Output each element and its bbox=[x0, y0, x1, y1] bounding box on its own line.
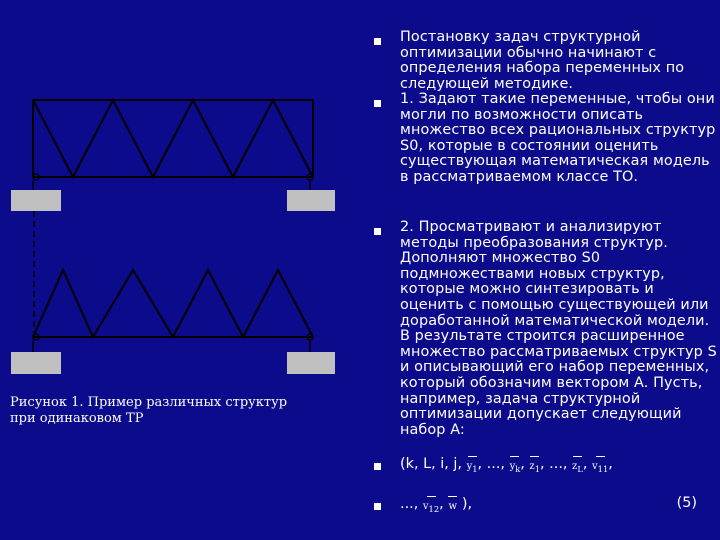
bullet-text-3: 2. Просматривают и анализируют методы преобразования структур. Дополняют множество S0 подмножествами новых структур, которые можно синтезировать и оценить с помощью существующей или доработанной математической модели. В результате строится расширенное множество рассматриваемых структур S и описывающий его набор переменных, который обозначим вектором A. Пусть, например, задача структурной оптимизации допускает следующий набор A: bbox=[400, 219, 717, 438]
bullet-marker bbox=[374, 100, 381, 107]
var-yk: $y_k$ bbox=[510, 456, 521, 478]
truss-upper bbox=[33, 100, 313, 177]
var-v11: $v_{11}$ bbox=[592, 456, 608, 478]
bullet-text-2: 1. Задают такие переменные, чтобы они могли по возможности описать множество всех рациональных структур S0, которые в состоянии оценить существующая математическая модель в рассматриваемом классе ТО. bbox=[400, 91, 716, 185]
equation-number: (5) bbox=[676, 495, 697, 511]
var-w: w bbox=[448, 496, 457, 516]
var-z1: $z_1$ bbox=[529, 456, 540, 478]
support-upper-left bbox=[11, 190, 61, 211]
bullet-text-1: Постановку задач структурной оптимизации обычно начинают с определения набора переменных по следующей методике. bbox=[400, 29, 685, 92]
bullet-list bbox=[367, 0, 720, 540]
var-zL: $z_L$ bbox=[572, 456, 583, 478]
formula-start: (k, L, i, j, bbox=[400, 456, 462, 472]
bullet-marker bbox=[374, 228, 381, 235]
bullet-marker bbox=[374, 38, 381, 45]
support-lower-left bbox=[11, 352, 61, 374]
bullet-marker bbox=[374, 503, 381, 510]
figure-caption: Рисунок 1. Пример различных структур при одинаковом ТР bbox=[10, 395, 288, 426]
bullet-marker bbox=[374, 463, 381, 470]
truss-lower bbox=[33, 270, 313, 337]
var-y1: $y_1$ bbox=[467, 456, 478, 478]
support-lower-right bbox=[287, 352, 335, 374]
formula-line-2: ..., $v_{12}$, w ), bbox=[400, 495, 718, 517]
formula-line-1: (k, L, i, j, $y_1$, ..., $y_k$, $z_1$, ..., $z_L$, $v_{11}$, bbox=[400, 455, 718, 477]
support-upper-right bbox=[287, 190, 335, 211]
var-v12: $v_{12}$ bbox=[423, 496, 439, 518]
